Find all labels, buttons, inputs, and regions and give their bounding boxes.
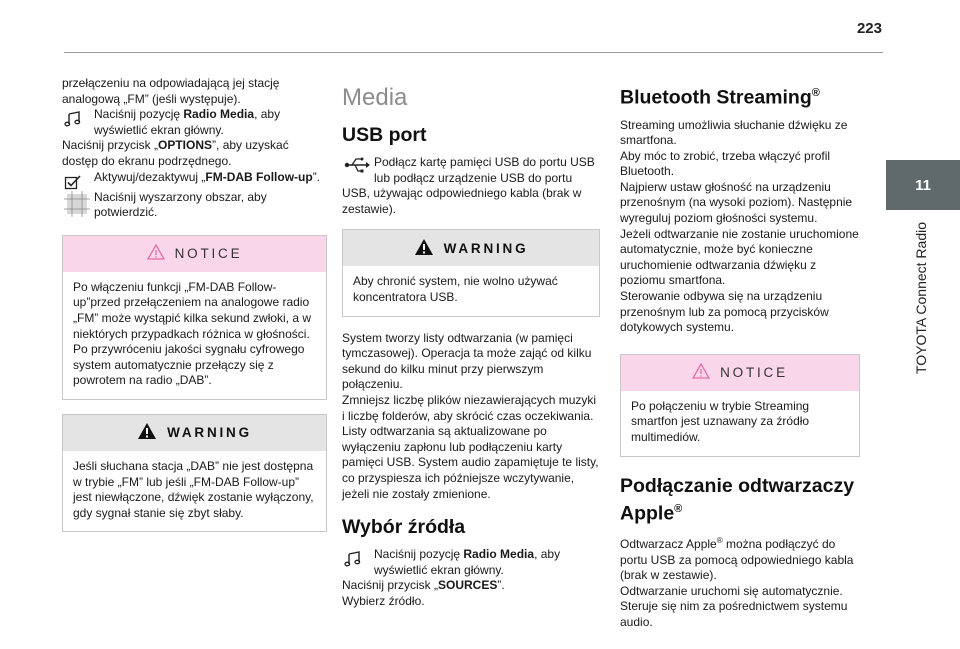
column-right <box>620 76 860 631</box>
playlist-text: System tworzy listy odtwarzania (w pamięci tymczasowej). Operacja ta może zająć od kilku sekund do kilku minut przy pierwszym połączeniu. <box>342 330 592 392</box>
intro-text: przełączeniu na odpowiadającą jej stację analogową „FM” (jeśli występuje). <box>62 76 280 106</box>
step-radio-media <box>342 547 600 578</box>
warning-body: Jeśli słuchana stacja „DAB” nie jest dostępna w trybie „FM” lub jeśli „FM-DAB Follow-up” jest niewłączone, dźwięk zostanie wyłączony, gdy sygnał stanie się zbyt słaby. <box>73 458 314 520</box>
grey-area-icon <box>62 190 94 217</box>
apple-text-3: Steruje się nim za pośrednictwem systemu audio. <box>620 599 848 630</box>
column-left <box>62 76 327 546</box>
bluetooth-heading: Bluetooth Streaming® <box>620 86 820 109</box>
warning-triangle-icon <box>137 422 157 443</box>
step-radio-media <box>62 107 327 138</box>
music-note-icon <box>62 107 94 127</box>
warning-header <box>343 230 599 266</box>
notice-title: NOTICE <box>720 365 788 381</box>
bt-text-4: Jeżeli odtwarzanie nie zostanie uruchomione automatycznie, może być konieczne uruchomienie odtwarzania dźwięku z poziomu smartfona. <box>620 226 859 288</box>
notice-triangle-icon <box>147 244 165 263</box>
chapter-title: TOYOTA Connect Radio <box>913 222 929 374</box>
apple-text-2: Odtwarzanie uruchomi się automatycznie. <box>620 583 843 598</box>
warning-box <box>62 414 327 532</box>
step-fm-dab <box>62 170 327 190</box>
notice-title: NOTICE <box>174 246 243 262</box>
bt-text-2: Aby móc to zrobić, trzeba włączyć profil Bluetooth. <box>620 148 831 179</box>
playlist-update-text: Listy odtwarzania są aktualizowane po wyłączeniu zapłonu lub podłączeniu karty pamięci USB. System audio zapamiętuje te listy, co przyspiesza ich późniejsze wczytywanie, jeżeli nie zostały zmienione. <box>342 424 599 501</box>
options-text: Naciśnij przycisk „OPTIONS”, aby uzyskać dostęp do ekranu podrzędnego. <box>62 138 289 168</box>
header-rule <box>64 52 883 53</box>
warning-header <box>63 415 326 451</box>
bt-text-3: Najpierw ustaw głośność na urządzeniu przenośnym (na wysoki poziom). Następnie wyreguluj poziom głośności systemu. <box>620 179 853 226</box>
notice-triangle-icon <box>692 363 710 382</box>
step-confirm <box>62 190 327 221</box>
notice-body: Po włączeniu funkcji „FM-DAB Follow-up”przed przełączeniem na analogowe radio „FM” może wystąpić kilka sekund zwłoki, a w niektórych przypadkach różnica w głośności. Po przywróceniu jakości sygnału cyfrowego system automatycznie przełączy się z powrotem na radio „DAB”. <box>73 279 312 388</box>
page-number: 223 <box>856 20 882 37</box>
reduce-files-text: Zmniejsz liczbę plików niezawierających muzyki i liczbę folderów, aby skrócić czas oczekiwania. <box>342 392 597 423</box>
warning-triangle-icon <box>414 238 434 259</box>
warning-title: WARNING <box>443 240 529 256</box>
notice-box <box>62 235 327 400</box>
sources-text: Naciśnij przycisk „SOURCES”. <box>342 578 505 593</box>
notice-header <box>63 236 326 272</box>
source-heading: Wybór źródła <box>342 516 466 539</box>
bt-text-1: Streaming umożliwia słuchanie dźwięku ze smartfona. <box>620 117 848 148</box>
step-text: Aktywuj/dezaktywuj „FM-DAB Follow-up”. <box>94 169 321 184</box>
apple-heading: Podłączanie odtwarzaczy Apple® <box>620 474 855 525</box>
warning-box <box>342 229 600 316</box>
usb-continuation: USB, używając odpowiedniego kabla (brak w zestawie). <box>342 186 582 216</box>
step-text: Naciśnij pozycję Radio Media, aby wyświetlić ekran główny. <box>374 547 561 577</box>
checkbox-icon <box>62 170 94 190</box>
chapter-tab <box>886 160 960 210</box>
notice-header <box>621 355 859 391</box>
notice-body: Po połączeniu w trybie Streaming smartfon jest uznawany za źródło multimediów. <box>631 398 810 444</box>
choose-source-text: Wybierz źródło. <box>342 593 425 608</box>
usb-heading: USB port <box>342 124 427 146</box>
chapter-number: 11 <box>915 176 931 194</box>
apple-text-1: Odtwarzacz Apple® można podłączyć do portu USB za pomocą odpowiedniego kabla (brak w zestawie). <box>620 536 854 583</box>
media-heading: Media <box>342 84 408 111</box>
usb-icon <box>342 155 374 173</box>
step-usb <box>342 155 600 186</box>
step-text: Naciśnij wyszarzony obszar, aby potwierdzić. <box>94 189 267 220</box>
warning-body: Aby chronić system, nie wolno używać koncentratora USB. <box>353 274 558 304</box>
column-middle <box>342 76 600 609</box>
step-text: Podłącz kartę pamięci USB do portu USB lub podłącz urządzenie USB do portu <box>374 155 595 185</box>
music-note-icon <box>342 547 374 567</box>
bt-text-5: Sterowanie odbywa się na urządzeniu przenośnym lub za pomocą przycisków dotykowych systemu. <box>620 289 829 335</box>
step-text: Naciśnij pozycję Radio Media, aby wyświetlić ekran główny. <box>94 107 281 137</box>
warning-title: WARNING <box>167 425 252 441</box>
notice-box <box>620 354 860 457</box>
